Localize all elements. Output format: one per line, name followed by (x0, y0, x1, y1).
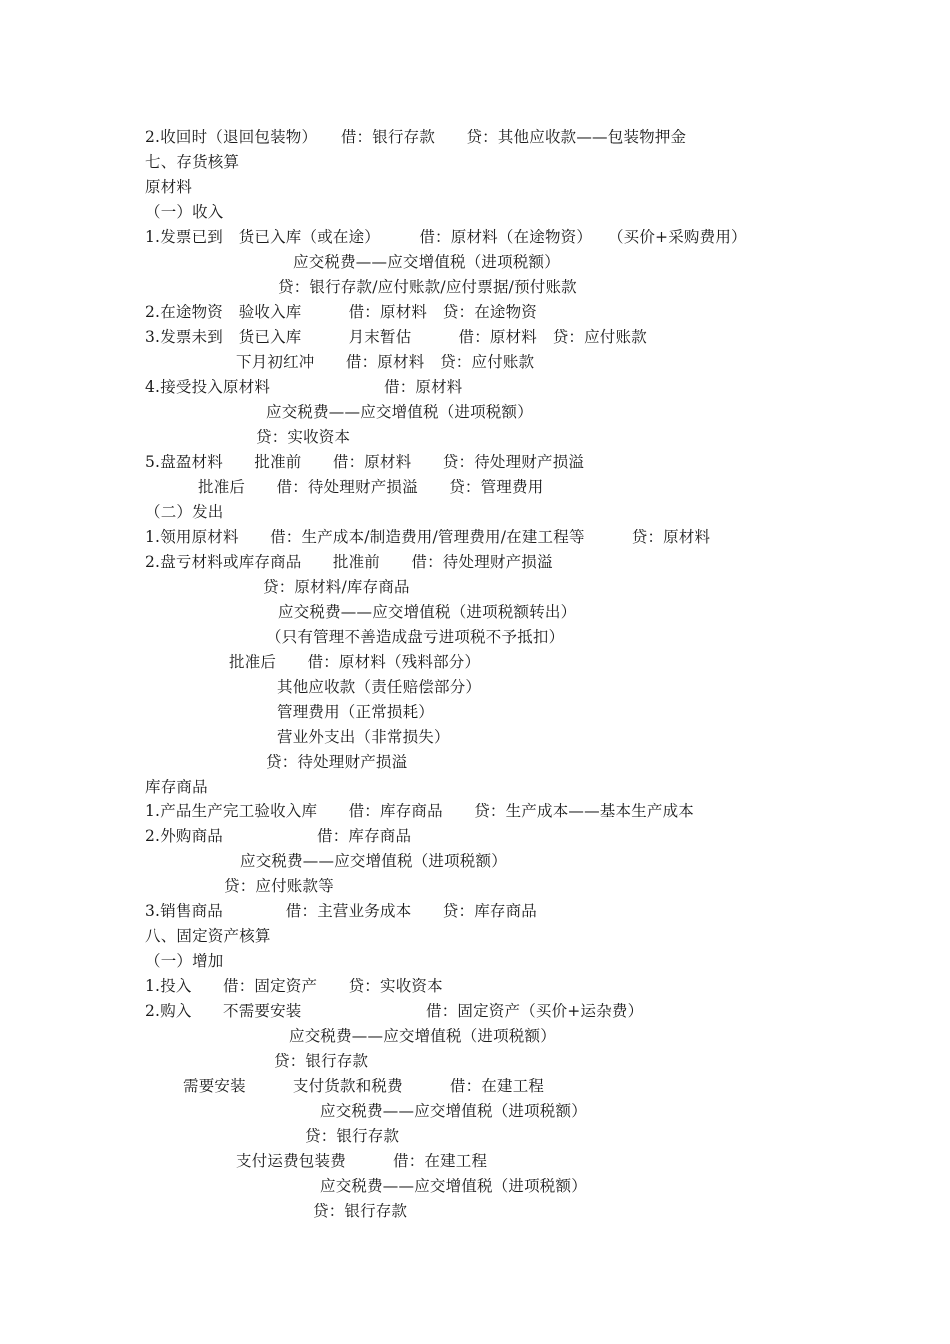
text-line: 批准后 借：原材料（残料部分） (229, 653, 481, 671)
text-line: 2.购入 不需要安装 (145, 1002, 302, 1020)
text-line: 4.接受投入原材料 (145, 378, 271, 396)
text-line: 其他应收款（责任赔偿部分） (277, 678, 482, 696)
text-line: 贷：应付账款等 (224, 877, 334, 895)
subsection-heading: 库存商品 (145, 778, 208, 796)
text-line: 3.销售商品 借：主营业务成本 贷：库存商品 (145, 902, 537, 920)
text-line: 2.收回时（退回包装物） 借：银行存款 贷：其他应收款——包装物押金 (145, 128, 687, 146)
text-line: 贷：银行存款 (313, 1202, 408, 1220)
text-line: 借：原材料 (384, 378, 463, 396)
subsection-heading: （一）收入 (145, 203, 224, 221)
text-line: 应交税费——应交增值税（进项税额） (320, 1177, 587, 1195)
text-line: 2.外购商品 (145, 827, 223, 845)
text-line: 应交税费——应交增值税（进项税额） (320, 1102, 587, 1120)
text-line: 1.产品生产完工验收入库 借：库存商品 贷：生产成本——基本生产成本 (145, 802, 694, 820)
text-line: 贷：银行存款 (305, 1127, 400, 1145)
text-line: 1.发票已到 货已入库（或在途） 借：原材料（在途物资） （买价+采购费用） (145, 228, 747, 246)
subsection-heading: （二）发出 (145, 503, 224, 521)
text-line: 1.投入 借：固定资产 贷：实收资本 (145, 977, 443, 995)
text-line: 贷：银行存款/应付账款/应付票据/预付账款 (278, 278, 577, 296)
text-line: 下月初红冲 借：原材料 贷：应付账款 (236, 353, 535, 371)
text-line: 应交税费——应交增值税（进项税额转出） (278, 603, 577, 621)
subsection-heading: 原材料 (145, 178, 193, 196)
subsection-heading: （一）增加 (145, 952, 224, 970)
text-line: 批准后 借：待处理财产损溢 贷：管理费用 (198, 478, 544, 496)
text-line: 1.领用原材料 借：生产成本/制造费用/管理费用/在建工程等 贷：原材料 (145, 528, 711, 546)
text-line: 2.在途物资 验收入库 借：原材料 贷：在途物资 (145, 303, 537, 321)
text-line: 借：库存商品 (317, 827, 412, 845)
text-line: 应交税费——应交增值税（进项税额） (240, 852, 507, 870)
text-line: 3.发票未到 货已入库 月末暂估 借：原材料 贷：应付账款 (145, 328, 647, 346)
text-line: 需要安装 支付货款和税费 借：在建工程 (183, 1077, 545, 1095)
text-line: 5.盘盈材料 批准前 借：原材料 贷：待处理财产损溢 (145, 453, 585, 471)
text-line: 支付运费包装费 借：在建工程 (236, 1152, 488, 1170)
text-line: 贷：待处理财产损溢 (266, 753, 408, 771)
text-line: 贷：银行存款 (274, 1052, 369, 1070)
text-line: 应交税费——应交增值税（进项税额） (293, 253, 560, 271)
text-line: 贷：实收资本 (256, 428, 351, 446)
text-line: 管理费用（正常损耗） (277, 703, 435, 721)
text-line: 营业外支出（非常损失） (277, 728, 450, 746)
text-line: 应交税费——应交增值税（进项税额） (289, 1027, 556, 1045)
text-line: （只有管理不善造成盘亏进项税不予抵扣） (266, 628, 565, 646)
section-heading: 八、固定资产核算 (145, 927, 271, 945)
text-line: 借：固定资产（买价+运杂费） (426, 1002, 644, 1020)
text-line: 贷：原材料/库存商品 (263, 578, 410, 596)
text-line: 2.盘亏材料或库存商品 批准前 借：待处理财产损溢 (145, 553, 553, 571)
section-heading: 七、存货核算 (145, 153, 240, 171)
text-line: 应交税费——应交增值税（进项税额） (266, 403, 533, 421)
